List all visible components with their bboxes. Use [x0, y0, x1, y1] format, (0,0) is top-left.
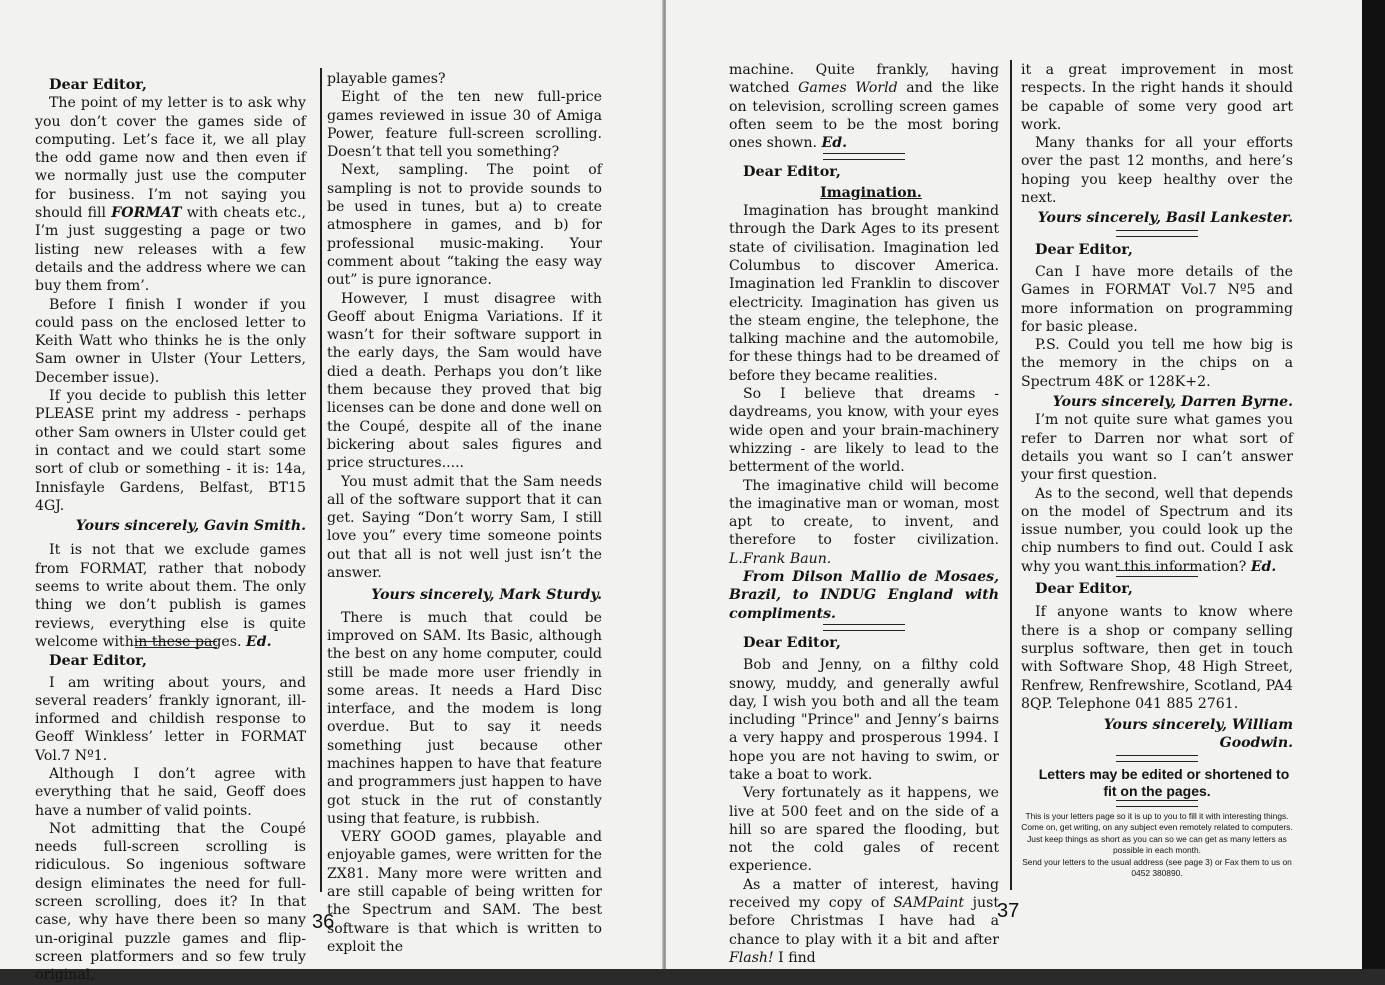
fax-info: Send your letters to the usual address (see page 3) or Fax them to us on 0452 380890. — [1022, 856, 1292, 879]
letter-text: As a matter of interest, having received my copy of — [729, 876, 999, 912]
letter-paragraph — [35, 94, 306, 295]
signature: Yours sincerely, Mark Sturdy. — [371, 587, 602, 604]
column-divider — [1010, 60, 1012, 890]
column-divider — [320, 68, 322, 892]
poem-title: Imagination. — [820, 184, 922, 201]
letter-text: I find — [778, 949, 816, 966]
editor-mark: Ed. — [821, 135, 848, 152]
letter-heading: Dear Editor, — [1035, 240, 1133, 258]
letter-paragraph: Very fortunately as it happens, we live at 500 feet and on the side of a hill so are spared the flooding, but not the cold gales of recent experience. — [729, 785, 999, 875]
letter-text: The imaginative child will become the imaginative man or woman, most apt to create, to invent, and therefore to foster civilization. — [729, 477, 999, 549]
letter-text: just before Christmas I have had a chance to play with it a bit and after — [729, 895, 999, 948]
letter-heading: Dear Editor, — [1035, 580, 1133, 598]
left-column-1 — [35, 76, 306, 985]
letter-paragraph — [729, 876, 999, 967]
letter-heading: Dear Editor, — [49, 652, 147, 670]
signature: Yours sincerely, William Goodwin. — [1103, 717, 1293, 752]
letter-paragraph: P.S. Could you tell me how big is the memory in the chips on a Spectrum 48K or 128K+2. — [1021, 337, 1293, 390]
letter-paragraph: Many thanks for all your efforts over the past 12 months, and here’s hoping you keep healthy over the next. — [1021, 135, 1293, 207]
editorial-note — [1021, 766, 1293, 880]
left-column-2 — [327, 70, 602, 956]
letter-text: with cheats etc., I’m just suggesting a page or two listing new releases with a few details and the address where we can buy them from’. — [35, 205, 306, 295]
editor-mark: Ed. — [245, 633, 272, 650]
letter-paragraph: Imagination has brought mankind through the Dark Ages to its present state of civilisation. Imagination led Columbus to discover America. Imagination led Franklin to discover electricity. Imagination has given us the steam engine, the telephone, the talking machine and the automobile, for these things had to be dreamed of before they became realities. — [729, 203, 999, 384]
page-number: 36 — [312, 911, 335, 933]
letter-paragraph: Not admitting that the Coupé needs full-screen scrolling is ridiculous. So ingenious software design eliminates the need for full-screen scrolling, does it? In that case, why have there been so many un-original puzzle games and flip-screen platformers and so few truly original, — [35, 820, 306, 984]
letter-heading: Dear Editor, — [743, 633, 841, 651]
quote-attribution: L.Frank Baun. — [729, 550, 832, 567]
letter-text: The point of my letter is to ask why you don’t cover the games side of computing. Let’s face it, we all play the odd game now and then even if we normally just use the computer for business. I’m not saying you should fill — [35, 95, 306, 222]
letter-paragraph: If anyone wants to know where there is a shop or company selling surplus software, then get in touch with Software Shop, 48 High Street, Renfrew, Renfrewshire, Scotland, PA4 8QP. Telephone 041 885 2761. — [1021, 604, 1293, 712]
editor-reply: VERY GOOD games, playable and enjoyable games, were written for the ZX81. Many more were written and are still capable of being written for the Spectrum and SAM. The best software is that which is written to exploit the — [327, 829, 602, 955]
divider-rule — [823, 153, 905, 160]
letter-paragraph: Before I finish I wonder if you could pass on the enclosed letter to Keith Watt who thinks he is the only Sam owner in Ulster (Your Letters, December issue). — [35, 296, 306, 386]
letter-heading: Dear Editor, — [49, 76, 147, 93]
page-number: 37 — [997, 900, 1020, 922]
submission-info: This is your letters page so it is up to you to fill it with interesting things. Come on, get writing, on any subject even remotely related to computers. Just keep things as short as you can so we can get as many letters as possible in each month. — [1021, 810, 1293, 856]
divider-rule — [823, 624, 905, 631]
letter-paragraph: Next, sampling. The point of sampling is not to provide sounds to be used in tunes, but a) to create atmosphere in games, and b) for professional music-making. Your comment about “taking the easy way out” is pure ignorance. — [327, 162, 602, 289]
letter-paragraph: it a great improvement in most respects. In the right hands it should be capable of some very good art work. — [1021, 62, 1293, 133]
editor-mark: Ed. — [1250, 558, 1277, 575]
right-column-2 — [1021, 61, 1293, 880]
letter-paragraph — [729, 61, 999, 152]
italic-title: SAMPaint — [893, 895, 964, 912]
letter-paragraph: So I believe that dreams - daydreams, you know, with your eyes wide open and your brain-machinery whizzing - are likely to lead to the betterment of the world. — [729, 386, 999, 476]
editor-reply: There is much that could be improved on SAM. Its Basic, although the best on any home computer, could still be made more user friendly in some areas. It needs a Hard Disc interface, and the modem is long overdue. But to say it needs something just because other machines happen to have that feature and programmers just happen to have got stuck in the rut of constantly using that feature, is rubbish. — [327, 609, 602, 827]
letter-text: and the like on television, scrolling screen games often seem to be the most boring ones shown. — [729, 80, 999, 152]
editor-reply: I’m not quite sure what games you refer to Darren nor what sort of details you want so I can’t answer your first question. — [1021, 412, 1293, 484]
format-emphasis: FORMAT — [111, 205, 182, 222]
letter-paragraph: Eight of the ten new full-price games reviewed in issue 30 of Amiga Power, feature full-screen scrolling. Doesn’t that tell you something? — [327, 89, 602, 161]
reply-text: As to the second, well that depends on the model of Spectrum and its issue number, you could look up the chip numbers to find out. Could I ask why you want this information? — [1021, 485, 1293, 575]
divider-rule — [1116, 800, 1198, 807]
left-page — [0, 0, 663, 984]
editing-notice: Letters may be edited or shortened to fit on the pages. — [1038, 765, 1290, 799]
signature: Yours sincerely, Darren Byrne. — [1052, 394, 1293, 411]
letter-paragraph: I am writing about yours, and several readers’ frankly ignorant, ill-informed and childish response to Geoff Winkless’ letter in FORMAT Vol.7 Nº1. — [35, 674, 306, 764]
letter-paragraph: Although I don’t agree with everything that he said, Geoff does have a number of valid points. — [35, 765, 306, 819]
letter-text: machine. Quite frankly, having watched — [729, 62, 999, 97]
editor-reply — [35, 541, 306, 651]
divider-rule — [1116, 230, 1198, 237]
editor-reply — [1021, 485, 1293, 576]
compliments-line: From Dilson Mallio de Mosaes, Brazil, to INDUG England with compliments. — [729, 569, 999, 622]
signature: Yours sincerely, Basil Lankester. — [1037, 210, 1293, 227]
page-edge-shadow — [1362, 0, 1385, 969]
italic-title: Games World — [798, 80, 898, 97]
signature: Yours sincerely, Gavin Smith. — [75, 518, 306, 535]
letter-paragraph: However, I must disagree with Geoff about Enigma Variations. If it wasn’t for their software support in the early days, the Sam would have died a death. Perhaps you don’t like them because they proved that big licenses can be done and done well on the Coupé, despite all of the inane bickering about sales figures and price structures..... — [327, 290, 602, 472]
letter-paragraph: You must admit that the Sam needs all of the software support that it can get. Saying “Don’t worry Sam, I still love you” every time someone points out that all is not well just isn’t the answer. — [327, 473, 602, 582]
letter-paragraph: Bob and Jenny, on a filthy cold snowy, muddy, and generally awful day, I wish you both and all the team including "Prince" and Jenny’s bairns a very happy and prosperous 1994. I hope you are not having to swim, or take a boat to work. — [729, 657, 999, 783]
letter-paragraph: playable games? — [327, 71, 446, 87]
letter-paragraph: If you decide to publish this letter PLEASE print my address - perhaps other Sam owners in Ulster could get in contact and we could start some sort of club or something - it is: 14a, Innisfayle Gardens, Belfast, BT15 4GJ. — [35, 388, 306, 514]
letter-paragraph — [729, 477, 999, 568]
letter-paragraph: Can I have more details of the Games in FORMAT Vol.7 Nº5 and more information on programming for basic please. — [1021, 263, 1293, 335]
right-page — [666, 0, 1362, 969]
reply-text: It is not that we exclude games from FORMAT, rather that nobody seems to write about them. The only thing we don’t publish is games reviews, everything else is quite welcome within these pages. — [35, 542, 306, 650]
letter-heading: Dear Editor, — [743, 163, 841, 181]
right-column-1 — [729, 61, 999, 967]
divider-rule — [1116, 755, 1198, 762]
italic-title: Flash! — [729, 949, 774, 966]
